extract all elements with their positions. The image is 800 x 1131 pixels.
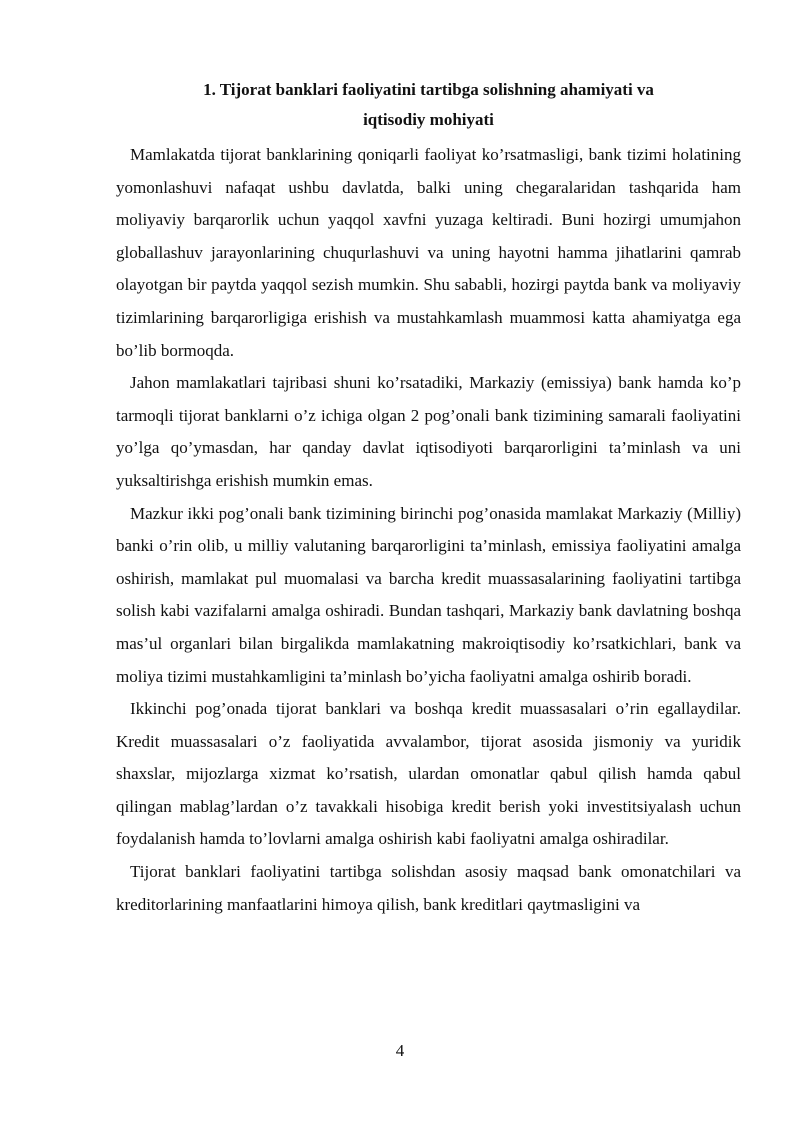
section-title-line-1: 1. Tijorat banklari faoliyatini tartibga solishning ahamiyati va (203, 80, 654, 99)
page-content (116, 75, 741, 921)
paragraph-4: Ikkinchi pog’onada tijorat banklari va boshqa kredit muassasalari o’rin egallaydilar. Kredit muassasalari o’z faoliyatida avvalambor, tijorat asosida jismoniy va yuridik shaxslar, mijozlarga xizmat ko’rsatish, ulardan omonatlar qabul qilish hamda qabul qilingan mablag’lardan o’z tavakkali hisobiga kredit berish yoki investitsiyalash uchun foydalanish hamda to’lovlarni amalga oshirish kabi faoliyatni amalga oshiradilar. (116, 699, 741, 849)
paragraph-3: Mazkur ikki pog’onali bank tizimining birinchi pog’onasida mamlakat Markaziy (Milliy) banki o’rin olib, u milliy valutaning barqarorligini ta’minlash, emissiya faoliyatini amalga oshirish, mamlakat pul muomalasi va barcha kredit muassasalarining faoliyatini tartibga solish kabi vazifalarni amalga oshiradi. Bundan tashqari, Markaziy bank davlatning boshqa mas’ul organlari bilan birgalikda mamlakatning makroiqtisodiy ko’rsatkichlari, bank va moliya tizimi mustahkamligini ta’minlash bo’yicha faoliyatni amalga oshirib boradi. (116, 503, 741, 686)
paragraph-2: Jahon mamlakatlari tajribasi shuni ko’rsatadiki, Markaziy (emissiya) bank hamda ko’p tarmoqli tijorat banklarni o’z ichiga olgan 2 pog’onali bank tizimining samarali faoliyatini yo’lga qo’ymasdan, har qanday davlat iqtisodiyoti barqarorligini ta’minlash va uni yuksaltirishga erishish mumkin emas. (116, 373, 741, 490)
section-title (116, 75, 741, 135)
page-number: 4 (395, 1041, 405, 1060)
paragraph-5: Tijorat banklari faoliyatini tartibga solishdan asosiy maqsad bank omonatchilari va kreditorlarining manfaatlarini himoya qilish, bank kreditlari qaytmasligini va (116, 862, 741, 914)
section-title-line-2: iqtisodiy mohiyati (363, 110, 494, 129)
paragraph-1: Mamlakatda tijorat banklarining qoniqarli faoliyat ko’rsatmasligi, bank tizimi holatining yomonlashuvi nafaqat ushbu davlatda, balki uning chegaralaridan tashqarida ham moliyaviy barqarorlik uchun yaqqol xavfni yuzaga keltiradi. Buni hozirgi umumjahon globallashuv jarayonlarining chuqurlashuvi va uning hayotni hamma jihatlarini qamrab olayotgan bir paytda yaqqol sezish mumkin. Shu sababli, hozirgi paytda bank va moliyaviy tizimlarining barqarorligiga erishish va mustahkamlash muammosi katta ahamiyatga ega bo’lib bormoqda. (116, 145, 741, 360)
